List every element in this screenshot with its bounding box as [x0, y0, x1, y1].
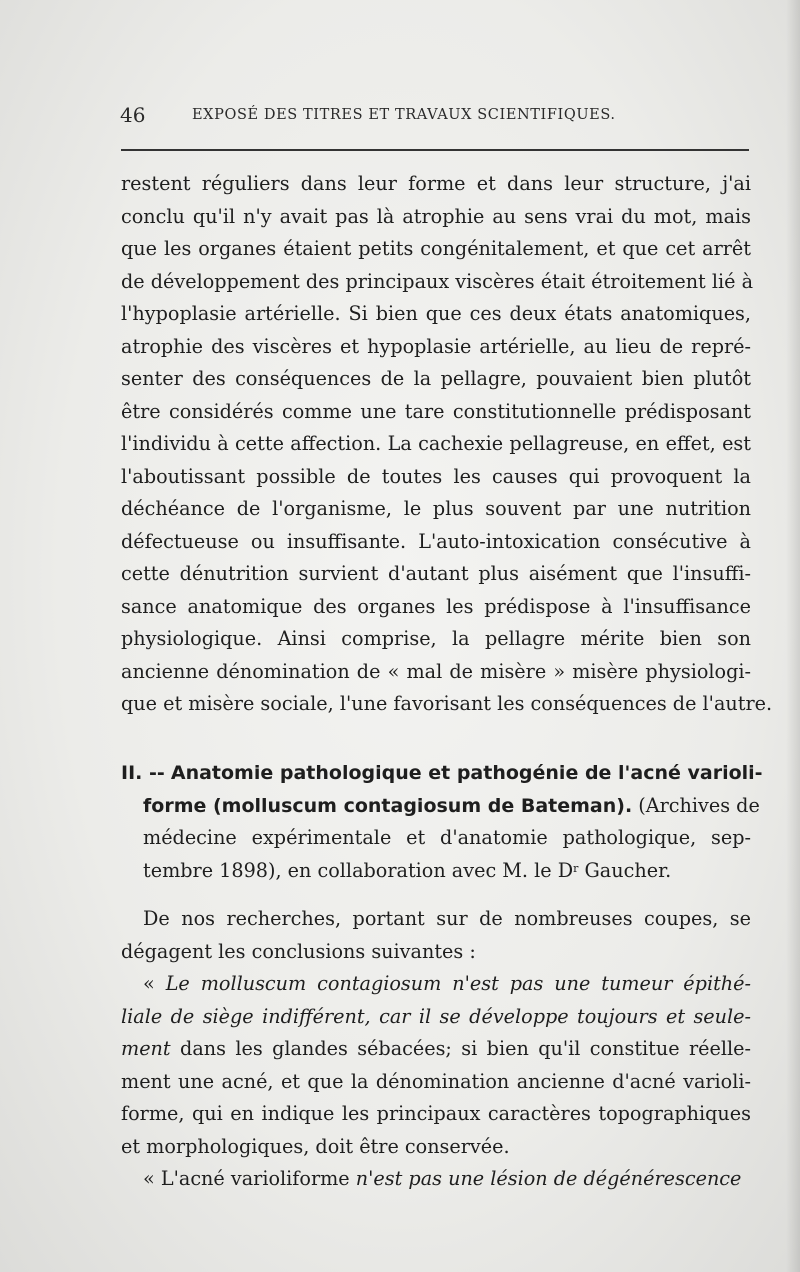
section-heading — [121, 757, 763, 887]
text-line: l'individu à cette affection. La cachexie pellagreuse, en effet, est — [121, 432, 751, 455]
header-rule — [121, 149, 749, 151]
text-line: cette dénutrition survient d'autant plus aisément que l'insuffi- — [121, 562, 751, 585]
text-line: atrophie des viscères et hypoplasie artérielle, au lieu de repré- — [121, 334, 751, 358]
text-line: être considérés comme une tare constitutionnelle prédisposant — [121, 399, 751, 423]
quote-line: forme, qui en indique les principaux caractères topographiques — [121, 1102, 751, 1125]
text-line: dégagent les conclusions suivantes : — [121, 939, 476, 963]
text-line: ancienne dénomination de « mal de misère » misère physiologi- — [121, 659, 751, 683]
text-line: que les organes étaient petits congénitalement, et que cet arrêt — [121, 237, 751, 260]
text-line: défectueuse ou insuffisante. L'auto-intoxication consécutive à — [121, 529, 751, 553]
reference-line-last — [121, 855, 751, 888]
paragraph-1 — [121, 168, 773, 721]
quote-line — [121, 968, 751, 1001]
quote-mark: « — [143, 1167, 155, 1190]
section-title-part-2: forme (molluscum contagiosum de Bateman). — [143, 794, 633, 817]
section-title-line-1 — [121, 757, 763, 790]
running-header — [120, 103, 750, 129]
text-line: sance anatomique des organes les prédispose à l'insuffisance — [121, 594, 751, 618]
quote-italic-text: Le molluscum contagiosum n'est pas une tumeur épithé- — [165, 972, 751, 995]
quote-line: liale de siège indifférent, car il se développe toujours et seule- — [121, 1004, 751, 1028]
quote-line — [121, 1033, 751, 1066]
text-line: l'aboutissant possible de toutes les causes qui provoquent la — [121, 464, 751, 488]
reference-text: tembre 1898), en collaboration avec M. le D — [143, 858, 574, 882]
text-line: que et misère sociale, l'une favorisant les conséquences de l'autre. — [121, 692, 773, 715]
text-line: De nos recherches, portant sur de nombreuses coupes, se — [143, 907, 751, 930]
quote-line: ment une acné, et que la dénomination ancienne d'acné varioli- — [121, 1069, 751, 1093]
quote-mark: « — [143, 972, 155, 995]
reference-line: médecine expérimentale et d'anatomie pathologique, sep- — [143, 826, 751, 849]
reference-part-1: (Archives de — [638, 793, 760, 817]
running-title: EXPOSÉ DES TITRES ET TRAVAUX SCIENTIFIQUES. — [192, 107, 616, 123]
quote-italic-text: n'est pas une lésion de dégénérescence — [355, 1167, 742, 1190]
quote-line: et morphologiques, doit être conservée. — [121, 1134, 510, 1158]
quote-italic-text: ment — [121, 1037, 171, 1060]
quote-line — [121, 1163, 751, 1196]
text-line: senter des conséquences de la pellagre, pouvaient bien plutôt — [121, 367, 751, 390]
section-title-part-1: Anatomie pathologique et pathogénie de l'acné varioli- — [170, 762, 763, 784]
text-line: restent réguliers dans leur forme et dans leur structure, j'ai — [121, 172, 751, 195]
quote-text: dans les glandes sébacées; si bien qu'il constitue réelle- — [180, 1037, 751, 1060]
text-line: physiologique. Ainsi comprise, la pellagre mérite bien son — [121, 627, 751, 650]
doctor-superscript: r — [573, 861, 579, 875]
section-title-line-2 — [121, 790, 760, 823]
text-line: déchéance de l'organisme, le plus souvent par une nutrition — [121, 497, 751, 520]
paragraph-2 — [121, 903, 751, 1196]
text-line: l'hypoplasie artérielle. Si bien que ces deux états anatomiques, — [121, 302, 751, 325]
section-numeral: II. -- — [121, 762, 165, 784]
author-name: Gaucher. — [584, 858, 672, 882]
page-number: 46 — [120, 103, 146, 127]
page-edge-shadow — [786, 0, 800, 1272]
quote-text: L'acné varioliforme — [160, 1167, 350, 1190]
text-line: de développement des principaux viscères était étroitement lié à — [121, 269, 754, 293]
text-line: conclu qu'il n'y avait pas là atrophie au sens vrai du mot, mais — [121, 204, 751, 228]
